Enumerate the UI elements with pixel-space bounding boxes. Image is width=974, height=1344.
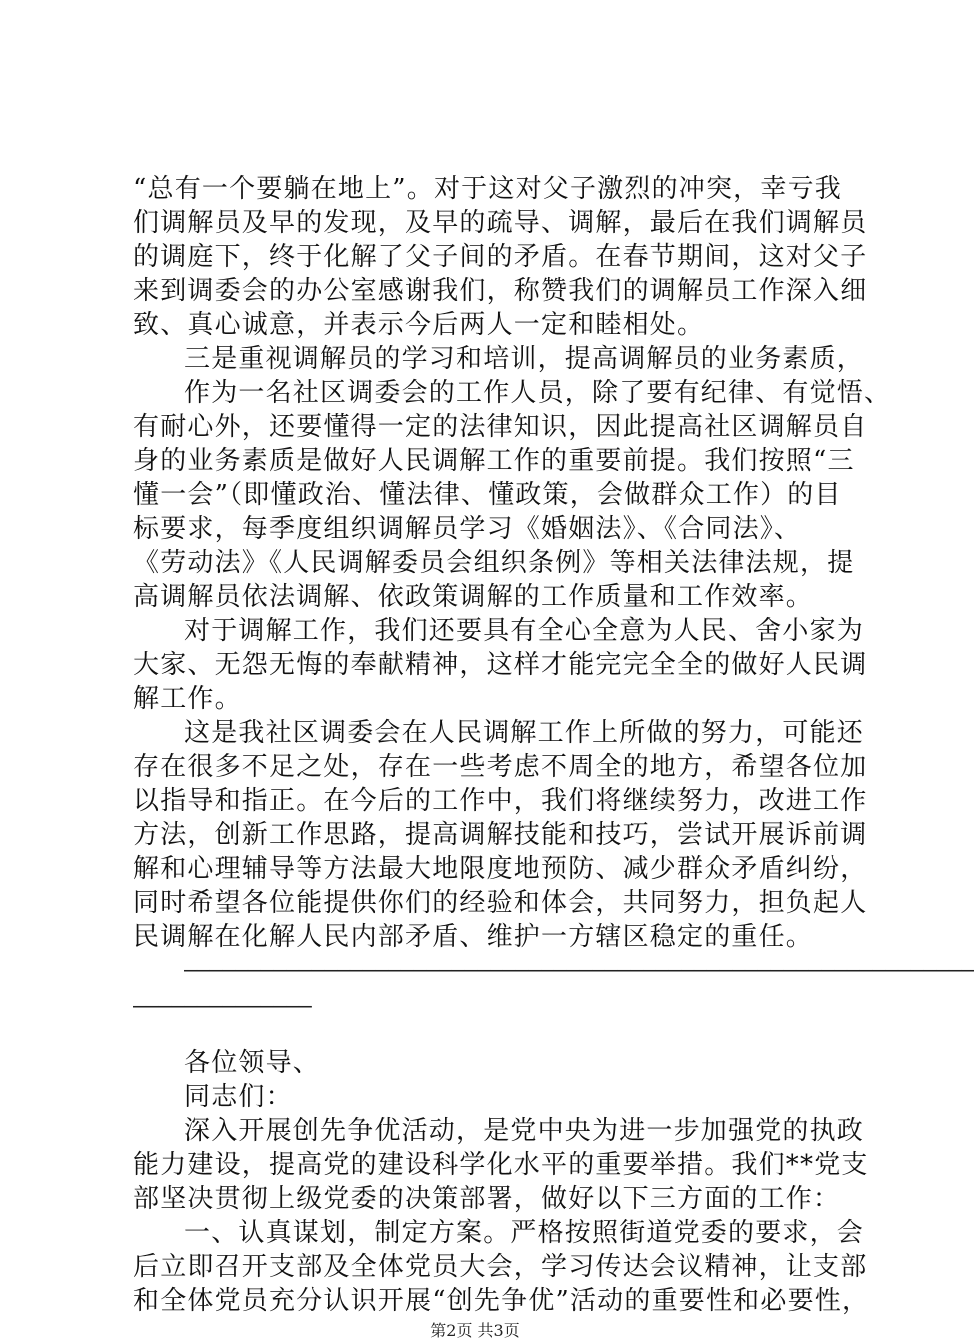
body-line: 和全体党员充分认识开展“创先争优”活动的重要性和必要性， bbox=[133, 1286, 870, 1316]
body-line: 有耐心外，还要懂得一定的法律知识，因此提高社区调解员自 bbox=[133, 412, 868, 442]
body-line: 这是我社区调委会在人民调解工作上所做的努力，可能还 bbox=[184, 718, 865, 748]
body-line: 同时希望各位能提供你们的经验和体会，共同努力，担负起人 bbox=[133, 888, 868, 918]
body-line: 对于调解工作，我们还要具有全心全意为人民、舍小家为 bbox=[184, 616, 865, 646]
body-line: 解和心理辅导等方法最大地限度地预防、减少群众矛盾纠纷， bbox=[133, 854, 868, 884]
separator-rule: —————————————————————————————————————————————————————————————— bbox=[184, 958, 974, 983]
body-line: 作为一名社区调委会的工作人员，除了要有纪律、有觉悟、 bbox=[184, 378, 892, 408]
separator-rule: —————————————— bbox=[133, 994, 312, 1019]
section-heading: 三是重视调解员的学习和培训，提高调解员的业务素质， bbox=[184, 344, 865, 374]
body-line: 们调解员及早的发现，及早的疏导、调解，最后在我们调解员 bbox=[133, 208, 868, 238]
body-line: 方法，创新工作思路，提高调解技能和技巧，尝试开展诉前调 bbox=[133, 820, 868, 850]
body-line: 一、认真谋划，制定方案。严格按照街道党委的要求，会 bbox=[184, 1218, 865, 1248]
body-line: 深入开展创先争优活动，是党中央为进一步加强党的执政 bbox=[184, 1116, 865, 1146]
salutation: 各位领导、 bbox=[184, 1048, 321, 1078]
body-line: 解工作。 bbox=[133, 684, 242, 714]
body-line: 大家、无怨无悔的奉献精神，这样才能完完全全的做好人民调 bbox=[133, 650, 868, 680]
salutation: 同志们： bbox=[184, 1082, 293, 1112]
body-line: 后立即召开支部及全体党员大会，学习传达会议精神，让支部 bbox=[133, 1252, 868, 1282]
body-line: 《劳动法》《人民调解委员会组织条例》等相关法律法规，提 bbox=[133, 548, 855, 578]
body-line: 懂一会”（即懂政治、懂法律、懂政策，会做群众工作）的目 bbox=[133, 480, 842, 510]
body-line: 来到调委会的办公室感谢我们，称赞我们的调解员工作深入细 bbox=[133, 276, 868, 306]
page-footer: 第2页 共3页 bbox=[430, 1321, 520, 1340]
body-line: 能力建设，提高党的建设科学化水平的重要举措。我们**党支 bbox=[133, 1150, 869, 1180]
body-line: 的调庭下，终于化解了父子间的矛盾。在春节期间，这对父子 bbox=[133, 242, 868, 272]
body-line: 致、真心诚意，并表示今后两人一定和睦相处。 bbox=[133, 310, 705, 340]
body-line: “总有一个要躺在地上”。对于这对父子激烈的冲突，幸亏我 bbox=[133, 174, 842, 204]
body-line: 标要求，每季度组织调解员学习《婚姻法》、《合同法》、 bbox=[133, 514, 802, 544]
body-line: 身的业务素质是做好人民调解工作的重要前提。我们按照“三 bbox=[133, 446, 855, 476]
body-line: 民调解在化解人民内部矛盾、维护一方辖区稳定的重任。 bbox=[133, 922, 814, 952]
body-line: 高调解员依法调解、依政策调解的工作质量和工作效率。 bbox=[133, 582, 814, 612]
body-line: 部坚决贯彻上级党委的决策部署，做好以下三方面的工作： bbox=[133, 1184, 841, 1214]
body-line: 存在很多不足之处，存在一些考虑不周全的地方，希望各位加 bbox=[133, 752, 868, 782]
body-line: 以指导和指正。在今后的工作中，我们将继续努力，改进工作 bbox=[133, 786, 868, 816]
